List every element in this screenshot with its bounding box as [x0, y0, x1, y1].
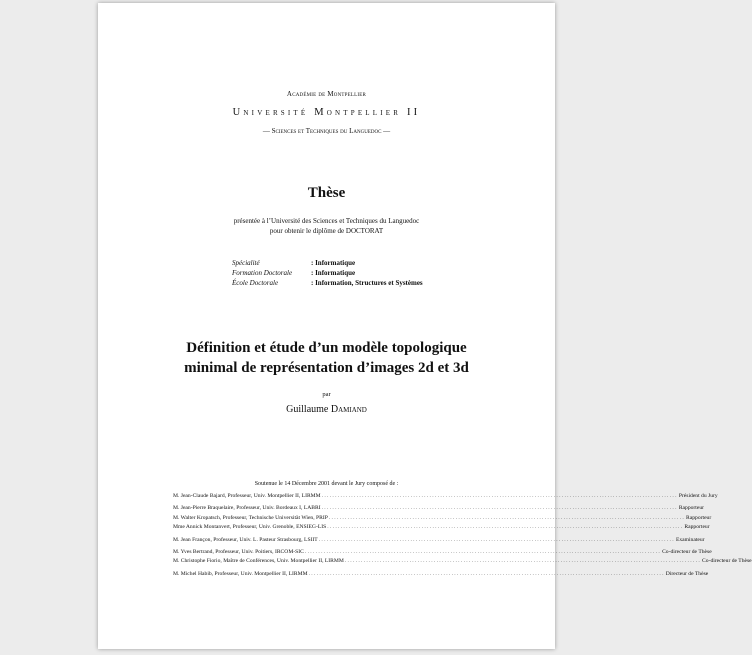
presentation-text — [98, 216, 555, 236]
field-label: Formation Doctorale — [232, 269, 293, 277]
author-last-name: Damiand — [330, 404, 367, 415]
field-row — [232, 278, 423, 288]
university-name: Université Montpellier II — [232, 107, 421, 118]
field-row — [232, 268, 423, 278]
by-label: par — [322, 391, 331, 398]
jury-member-role: Président du Jury — [678, 493, 718, 499]
jury-member — [173, 514, 712, 524]
jury-member-role: Examinateur — [675, 536, 705, 543]
presentation-line-2: pour obtenir le diplôme de DOCTORAT — [269, 227, 384, 235]
jury-member-name: M. Walter Kropatsch, Professeur, Technische Universität Wien, PRIP — [173, 514, 328, 521]
author-first-name: Guillaume — [286, 404, 331, 415]
leader-dots: .................................................................................................................................... — [321, 505, 678, 512]
jury-member-name: M. Jean-Claude Bajard, Professeur, Univ. Montpellier II, LIRMM — [173, 493, 321, 499]
field-value: : Information, Structures et Systèmes — [311, 279, 423, 287]
jury-member — [173, 548, 712, 558]
leader-dots: .................................................................................................................................... — [344, 558, 702, 565]
defense-statement: Soutenue le 14 Décembre 2001 devant le Jury composé de : — [254, 481, 399, 487]
jury-member — [173, 536, 705, 546]
jury-member-role: Directeur de Thèse — [665, 570, 709, 577]
field-row — [232, 258, 423, 268]
jury-member-role: Rapporteur — [684, 524, 710, 531]
jury-member — [173, 524, 710, 533]
jury-list — [173, 493, 752, 580]
thesis-title — [98, 338, 555, 378]
field-label: École Doctorale — [232, 279, 279, 287]
field-value: : Informatique — [311, 259, 356, 267]
author-name — [98, 404, 555, 415]
faculty-line: — Sciences et Techniques du Languedoc — — [262, 127, 391, 135]
academie-text: cadémie de — [292, 90, 328, 98]
leader-dots: .................................................................................................................................... — [321, 493, 678, 499]
leader-dots: .................................................................................................................................... — [327, 524, 684, 531]
document-type-heading: Thèse — [307, 185, 346, 201]
thesis-title-line-2: minimal de représentation d’images 2d et 3d — [184, 360, 469, 376]
jury-member-role: Co-directeur de Thèse — [702, 558, 752, 565]
academie-initial: A — [286, 90, 293, 98]
academie-city-initial: M — [327, 90, 334, 98]
thesis-title-line-1: Définition et étude d’un modèle topologique — [186, 340, 467, 356]
jury-member-name: M. Jean-Pierre Braquelaire, Professeur, Univ. Bordeaux I, LABRI — [173, 505, 321, 512]
academie-line — [98, 90, 555, 98]
field-label: Spécialité — [232, 259, 260, 267]
jury-member-role: Co-directeur de Thèse — [662, 548, 712, 555]
jury-member — [173, 570, 709, 580]
jury-member-role: Rapporteur — [678, 505, 704, 512]
thesis-fields — [232, 258, 423, 288]
thesis-title-page — [98, 3, 752, 649]
jury-member-name: Mme Annick Montanvert, Professeur, Univ. Grenoble, ENSIEG-LIS — [173, 524, 327, 531]
leader-dots: .................................................................................................................................... — [304, 548, 662, 555]
academie-city: ontpellier — [333, 90, 367, 98]
jury-member-name: M. Michel Habib, Professeur, Univ. Montpellier II, LIRMM — [173, 570, 308, 577]
jury-member — [173, 558, 752, 567]
leader-dots: .................................................................................................................................... — [328, 514, 686, 521]
jury-member-role: Rapporteur — [686, 514, 712, 521]
leader-dots: .................................................................................................................................... — [318, 536, 675, 543]
jury-member-name: M. Yves Bertrand, Professeur, Univ. Poitiers, IRCOM-SIC — [173, 548, 304, 555]
jury-member-name: M. Jean Françon, Professeur, Univ. L. Pasteur Strasbourg, LSIIT — [173, 536, 318, 543]
jury-member-name: M. Christophe Fiorio, Maître de Conférences, Univ. Montpellier II, LIRMM — [173, 558, 344, 565]
leader-dots: .................................................................................................................................... — [308, 570, 665, 577]
presentation-line-1: présentée à l’Université des Sciences et Techniques du Languedoc — [233, 217, 420, 225]
jury-member — [173, 493, 718, 502]
field-value: : Informatique — [311, 269, 356, 277]
jury-member — [173, 505, 704, 514]
